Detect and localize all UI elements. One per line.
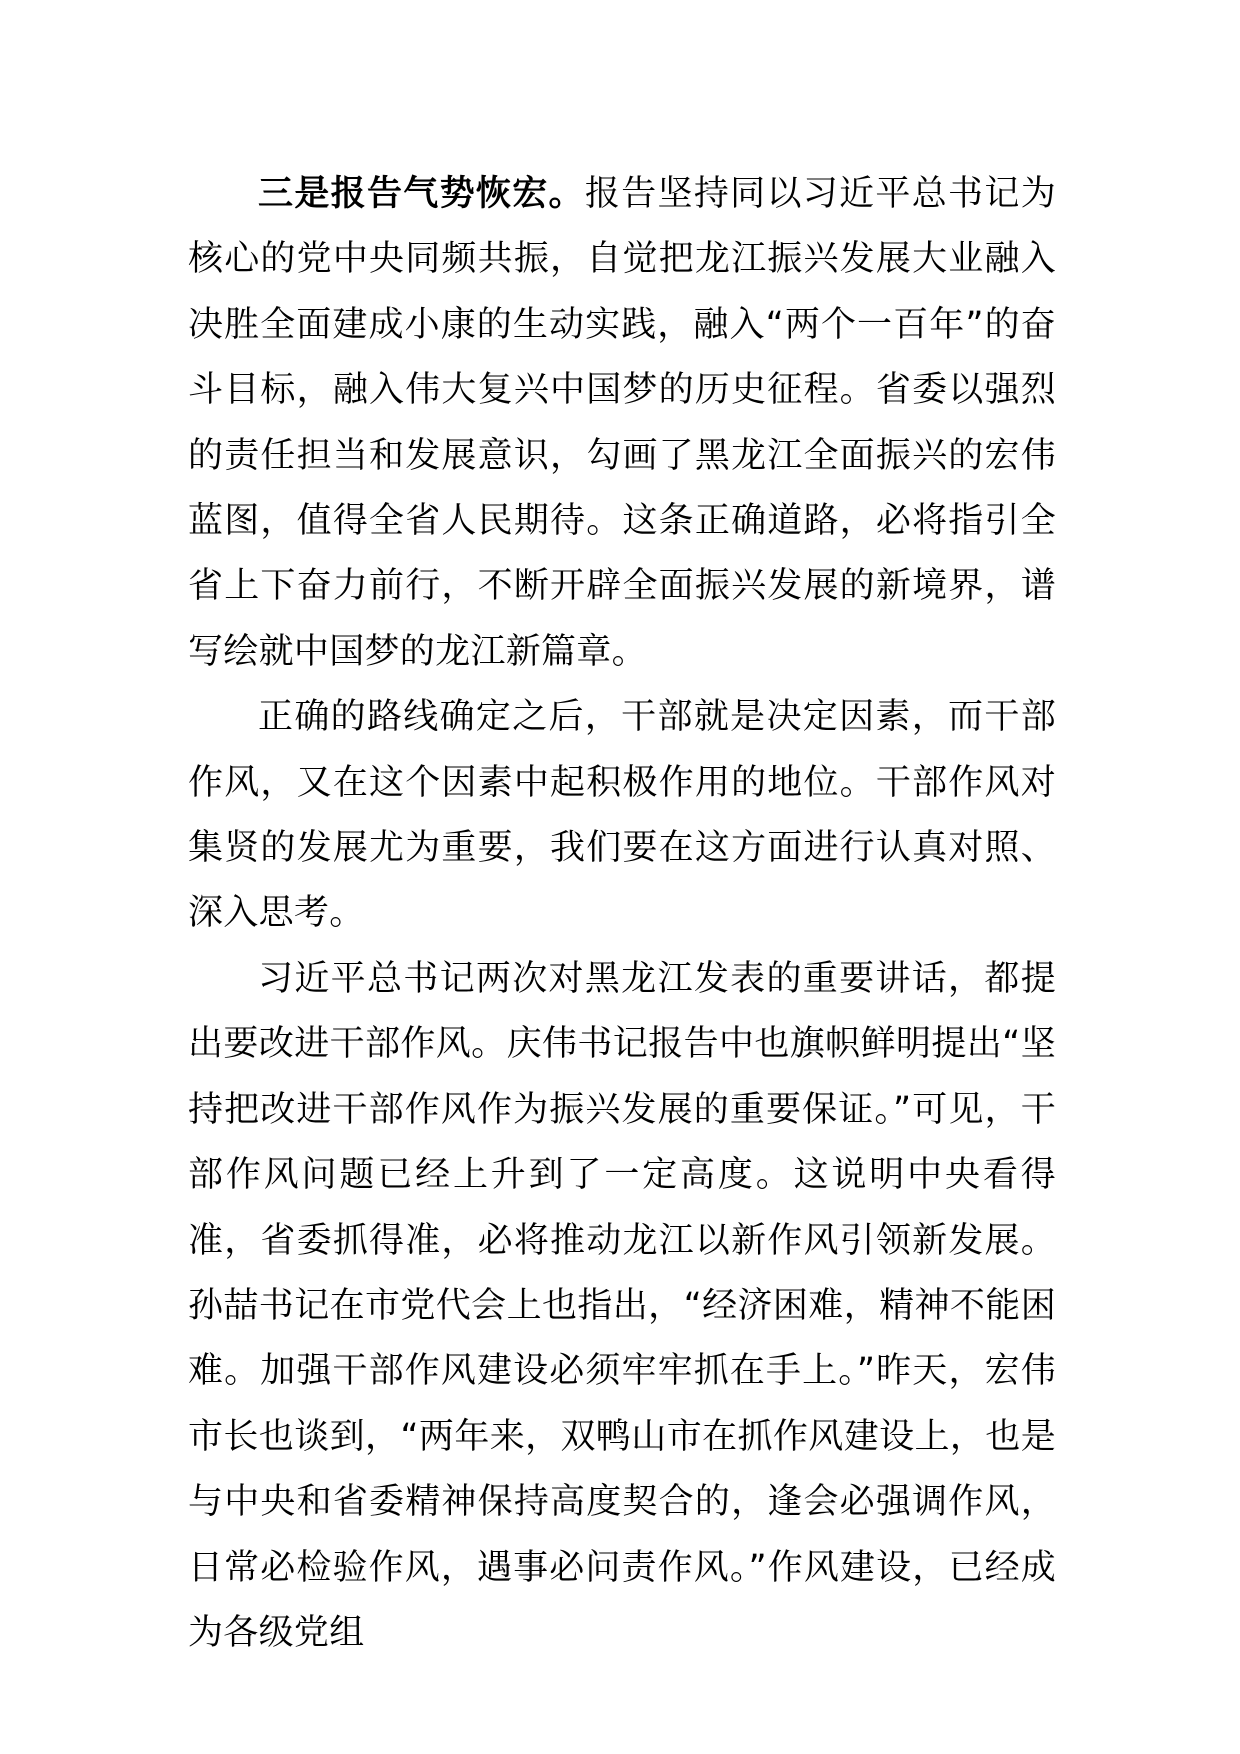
paragraph-1 [188,162,1056,685]
paragraph-3-text: 习近平总书记两次对黑龙江发表的重要讲话，都提出要改进干部作风。庆伟书记报告中也旗帜鲜明提出“坚持把改进干部作风作为振兴发展的重要保证。”可见，干部作风问题已经上升到了一定高度。这说明中央看得准，省委抓得准，必将推动龙江以新作风引领新发展。孙喆书记在市党代会上也指出，“经济困难，精神不能困难。加强干部作风建设必须牢牢抓在手上。”昨天，宏伟市长也谈到，“两年来，双鸭山市在抓作风建设上，也是与中央和省委精神保持高度契合的，逢会必强调作风，日常必检验作风，遇事必问责作风。”作风建设，已经成为各级党组 [188,958,1056,1653]
document-body [188,162,1056,1666]
paragraph-1-text: 报告坚持同以习近平总书记为核心的党中央同频共振，自觉把龙江振兴发展大业融入决胜全面建成小康的生动实践，融入“两个一百年”的奋斗目标，融入伟大复兴中国梦的历史征程。省委以强烈的责任担当和发展意识，勾画了黑龙江全面振兴的宏伟蓝图，值得全省人民期待。这条正确道路，必将指引全省上下奋力前行，不断开辟全面振兴发展的新境界，谱写绘就中国梦的龙江新篇章。 [188,174,1056,672]
paragraph-2-text: 正确的路线确定之后，干部就是决定因素，而干部作风，又在这个因素中起积极作用的地位。干部作风对集贤的发展尤为重要，我们要在这方面进行认真对照、深入思考。 [188,697,1056,934]
paragraph-1-lead: 三是报告气势恢宏。 [258,174,585,214]
paragraph-2 [188,685,1056,947]
paragraph-3 [188,947,1056,1666]
